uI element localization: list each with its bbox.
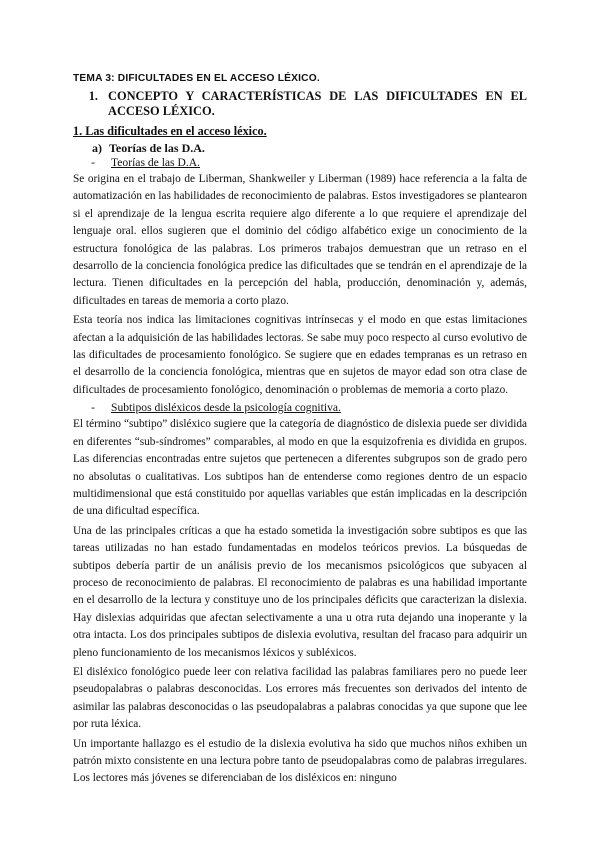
dash-item-text: Subtipos disléxicos desde la psicología cognitiva. xyxy=(111,401,341,415)
dash-marker: - xyxy=(91,401,95,415)
subsection-heading: 1. Las dificultades en el acceso léxico. xyxy=(73,124,267,138)
section-heading xyxy=(73,89,527,119)
document-content xyxy=(73,72,527,790)
dash-item-theories xyxy=(73,156,527,170)
dash-item-subtypes xyxy=(73,401,527,415)
topic-title: TEMA 3: DIFICULTADES EN EL ACCESO LÉXICO. xyxy=(73,73,320,84)
dash-marker: - xyxy=(91,156,95,169)
paragraph-6: Un importante hallazgo es el estudio de la dislexia evolutiva ha sido que muchos niños exhiben un patrón mixto consistente en una lectura pobre tanto de pseudopalabras como de palabras irregulares. Los lectores más jóvenes se diferenciaban de los disléxicos en: ninguno xyxy=(73,737,527,785)
section-heading-text: CONCEPTO Y CARACTERÍSTICAS DE LAS DIFICULTADES EN EL ACCESO LÉXICO. xyxy=(108,89,527,118)
paragraph-3: El término “subtipo” disléxico sugiere que la categoría de diagnóstico de dislexia puede ser dividida en diferentes “sub-síndromes” comparables, al modo en que la esquizofrenia es dividida en grupos. Las diferencias encontradas entre sujetos que pertenecen a diferentes subgrupos son de grado pero no absolutas o cualitativas. Los subtipos han de entenderse como regiones dentro de un espacio multidimensional que está constituido por aquellas variables que están implicadas en la descripción de una dificultad específica. xyxy=(73,418,527,518)
item-text: Teorías de las D.A. xyxy=(109,141,205,155)
section-number: 1. xyxy=(88,89,98,103)
dash-item-text: Teorías de las D.A. xyxy=(111,156,201,169)
paragraph-1: Se origina en el trabajo de Liberman, Shankweiler y Liberman (1989) hace referencia a la falta de automatización en las habilidades de reconocimiento de palabras. Estos investigadores se plantearon si el aprendizaje de la lengua escrita requiere algo diferente a lo que requiere el aprendizaje del lenguaje oral. ellos sugieren que el dominio del código alfabético exige un conocimiento de la estructura fonológica de las palabras. Los primeros trabajos demuestran que un retraso en el desarrollo de la conciencia fonológica predice las dificultades que se tendrán en el aprendizaje de la lectura. Tienen dificultades en la percepción del habla, producción, denominación y, además, dificultades en tareas de memoria a corto plazo. xyxy=(73,173,527,307)
paragraph-2: Esta teoría nos indica las limitaciones cognitivas intrínsecas y el modo en que estas limitaciones afectan a la adquisición de las habilidades lectoras. Se sabe muy poco respecto al curso evolutivo de las dificultades de procesamiento fonológico. Se sugiere que en edades tempranas es un retraso en el desarrollo de la conciencia fonológica, mientras que en sujetos de mayor edad son otra clase de dificultades de procesamiento fonológico, denominación o problemas de memoria a corto plazo. xyxy=(73,314,527,396)
paragraph-4: Una de las principales críticas a que ha estado sometida la investigación sobre subtipos es que las tareas utilizadas no han estado fundamentadas en modelos teóricos previos. La búsquedas de subtipos debería partir de un análisis previo de los mecanismos psicológicos que subyacen al proceso de reconocimiento de palabras. El reconocimiento de palabras es una habilidad importante en el desarrollo de la lectura y constituye uno de los principales déficits que caracterizan la dislexia. Hay dislexias adquiridas que afectan selectivamente a una u otra ruta dejando una inoperante y la otra intacta. Los dos principales subtipos de dislexia evolutiva, resultan del fracaso para adquirir un pleno funcionamiento de los mecanismos léxicos y subléxicos. xyxy=(73,524,527,659)
paragraph-5: El disléxico fonológico puede leer con relativa facilidad las palabras familiares pero no puede leer pseudopalabras o palabras desconocidas. Los errores más frecuentes son derivados del intento de asimilar las palabras desconocidas o las pseudopalabras a palabras conocidas ya que supone que lee por ruta léxica. xyxy=(73,665,527,731)
subsection-item-a xyxy=(73,141,527,155)
item-marker: a) xyxy=(92,141,102,155)
